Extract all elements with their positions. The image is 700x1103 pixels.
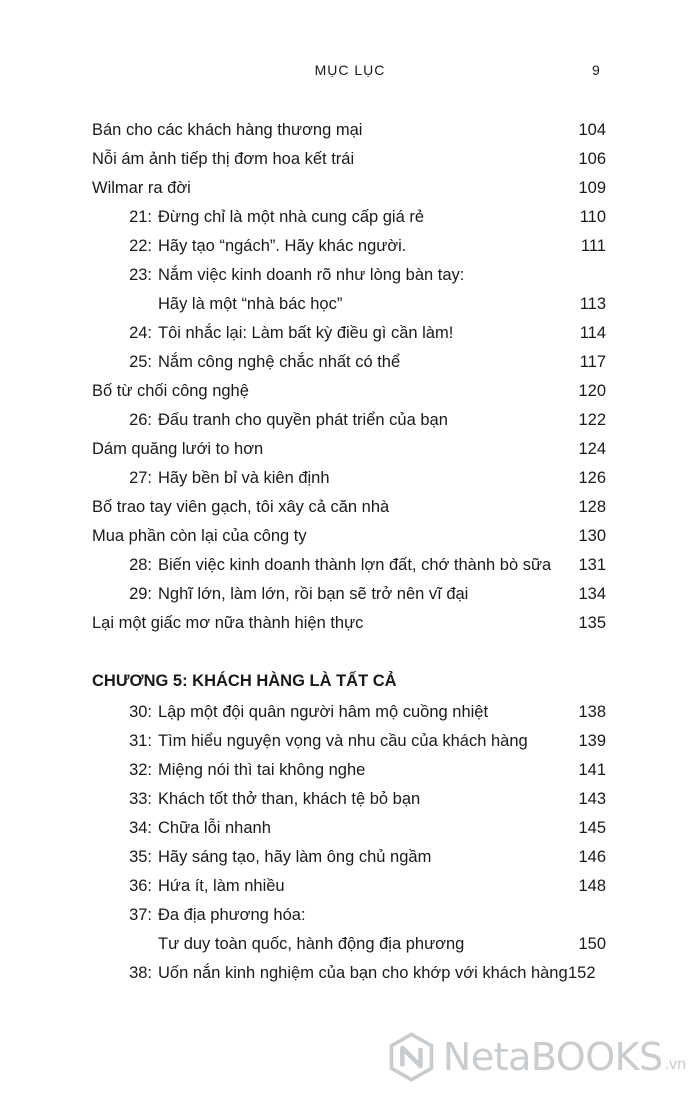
entry-page: 146 — [578, 848, 606, 866]
entry-page: 126 — [578, 469, 606, 487]
entry-number: 33: — [129, 790, 152, 808]
section-spacer — [92, 638, 606, 664]
netabooks-logo-icon — [386, 1029, 437, 1085]
toc-entry — [92, 377, 606, 406]
entry-title-continued: Hãy là một “nhà bác học” — [158, 295, 343, 313]
toc-entry — [92, 319, 606, 348]
toc-entry — [92, 609, 606, 638]
entry-title: Biến việc kinh doanh thành lợn đất, chớ thành bò sữa — [158, 556, 552, 574]
toc-entry — [92, 203, 606, 232]
entry-number: 30: — [129, 703, 152, 721]
entry-page: 145 — [578, 819, 606, 837]
toc-entry — [92, 493, 606, 522]
entry-number: 28: — [129, 556, 152, 574]
entry-number: 23: — [129, 266, 152, 284]
entry-title: Bố trao tay viên gạch, tôi xây cả căn nhà — [92, 498, 390, 516]
entry-title: Lại một giấc mơ nữa thành hiện thực — [92, 614, 364, 632]
toc-entry — [92, 872, 606, 901]
entry-title: Miệng nói thì tai không nghe — [158, 761, 366, 779]
entry-title: Nghĩ lớn, làm lớn, rồi bạn sẽ trở nên vĩ đại — [158, 585, 469, 603]
toc-section-chapter-5 — [92, 698, 606, 988]
toc-entry — [92, 814, 606, 843]
toc-entry — [92, 580, 606, 609]
entry-title: Hãy tạo “ngách”. Hãy khác người. — [158, 237, 407, 255]
entry-page: 134 — [578, 585, 606, 603]
entry-page: 106 — [578, 150, 606, 168]
entry-number: 26: — [129, 411, 152, 429]
entry-title: Wilmar ra đời — [92, 179, 191, 197]
entry-title: Đấu tranh cho quyền phát triển của bạn — [158, 411, 448, 429]
toc-entry — [92, 145, 606, 174]
entry-page: 130 — [578, 527, 606, 545]
toc-entry — [92, 406, 606, 435]
entry-number: 35: — [129, 848, 152, 866]
entry-page: 110 — [579, 208, 606, 226]
toc-entry — [92, 261, 606, 319]
entry-title: Bán cho các khách hàng thương mại — [92, 121, 363, 139]
entry-title: Bố từ chối công nghệ — [92, 382, 249, 400]
entry-title-continued: Tư duy toàn quốc, hành động địa phương — [158, 935, 465, 953]
entry-number: 36: — [129, 877, 152, 895]
entry-title: Lập một đội quân người hâm mộ cuồng nhiệt — [158, 703, 489, 721]
entry-number: 24: — [129, 324, 152, 342]
toc-entry — [92, 756, 606, 785]
watermark-suffix: .vn — [664, 1056, 686, 1073]
toc-entry — [92, 522, 606, 551]
watermark — [386, 1025, 686, 1089]
entry-number: 32: — [129, 761, 152, 779]
entry-title: Chữa lỗi nhanh — [158, 819, 271, 837]
toc-entry — [92, 901, 606, 959]
entry-title: Mua phần còn lại của công ty — [92, 527, 307, 545]
entry-number: 31: — [129, 732, 152, 750]
entry-page: 120 — [578, 382, 606, 400]
entry-page: 122 — [578, 411, 606, 429]
entry-page: 141 — [578, 761, 606, 779]
entry-title: Hãy sáng tạo, hãy làm ông chủ ngầm — [158, 848, 432, 866]
entry-page: 124 — [578, 440, 606, 458]
entry-page: 143 — [578, 790, 606, 808]
entry-page: 150 — [578, 935, 606, 953]
entry-title: Uốn nắn kinh nghiệm của bạn cho khớp với khách hàng — [158, 964, 568, 982]
toc-entry — [92, 464, 606, 493]
entry-page: 128 — [578, 498, 606, 516]
page-number: 9 — [592, 62, 601, 78]
page-header-title: MỤC LỤC — [314, 62, 386, 78]
entry-number: 25: — [129, 353, 152, 371]
entry-number: 29: — [129, 585, 152, 603]
toc-entry — [92, 843, 606, 872]
entry-number: 38: — [129, 964, 152, 982]
entry-page: 152 — [568, 964, 596, 982]
entry-page: 109 — [578, 179, 606, 197]
toc-entry — [92, 116, 606, 145]
entry-page: 131 — [578, 556, 606, 574]
chapter-heading: CHƯƠNG 5: KHÁCH HÀNG LÀ TẤT CẢ — [92, 672, 397, 690]
entry-title: Đa địa phương hóa: — [158, 906, 306, 924]
table-of-contents — [92, 116, 606, 988]
entry-title: Tôi nhắc lại: Làm bất kỳ điều gì cần làm! — [158, 324, 454, 342]
toc-entry — [92, 698, 606, 727]
toc-entry — [92, 232, 606, 261]
entry-page: 117 — [579, 353, 606, 371]
entry-number: 22: — [129, 237, 152, 255]
toc-entry — [92, 551, 606, 580]
entry-page: 113 — [579, 295, 606, 313]
entry-title: Tìm hiểu nguyện vọng và nhu cầu của khách hàng — [158, 732, 528, 750]
entry-page: 139 — [578, 732, 606, 750]
entry-title: Nắm việc kinh doanh rõ như lòng bàn tay: — [158, 266, 465, 284]
entry-page: 135 — [578, 614, 606, 632]
toc-entry — [92, 174, 606, 203]
entry-number: 21: — [129, 208, 152, 226]
toc-entry — [92, 959, 606, 988]
entry-title: Nỗi ám ảnh tiếp thị đơm hoa kết trái — [92, 150, 355, 168]
entry-title: Nắm công nghệ chắc nhất có thể — [158, 353, 401, 371]
entry-page: 148 — [578, 877, 606, 895]
entry-title: Khách tốt thở than, khách tệ bỏ bạn — [158, 790, 421, 808]
entry-title: Hứa ít, làm nhiều — [158, 877, 285, 895]
entry-title: Hãy bền bỉ và kiên định — [158, 469, 330, 487]
toc-entry — [92, 435, 606, 464]
entry-number: 34: — [129, 819, 152, 837]
toc-section-before — [92, 116, 606, 638]
entry-page: 114 — [579, 324, 606, 342]
entry-page: 104 — [578, 121, 606, 139]
entry-page: 111 — [580, 237, 606, 255]
entry-page: 138 — [578, 703, 606, 721]
entry-number: 37: — [129, 906, 152, 924]
toc-entry — [92, 727, 606, 756]
entry-title: Đừng chỉ là một nhà cung cấp giá rẻ — [158, 208, 425, 226]
entry-title: Dám quăng lưới to hơn — [92, 440, 264, 458]
entry-number: 27: — [129, 469, 152, 487]
watermark-brand: NetaBOOKS — [442, 1035, 663, 1079]
toc-entry — [92, 785, 606, 814]
toc-entry — [92, 348, 606, 377]
